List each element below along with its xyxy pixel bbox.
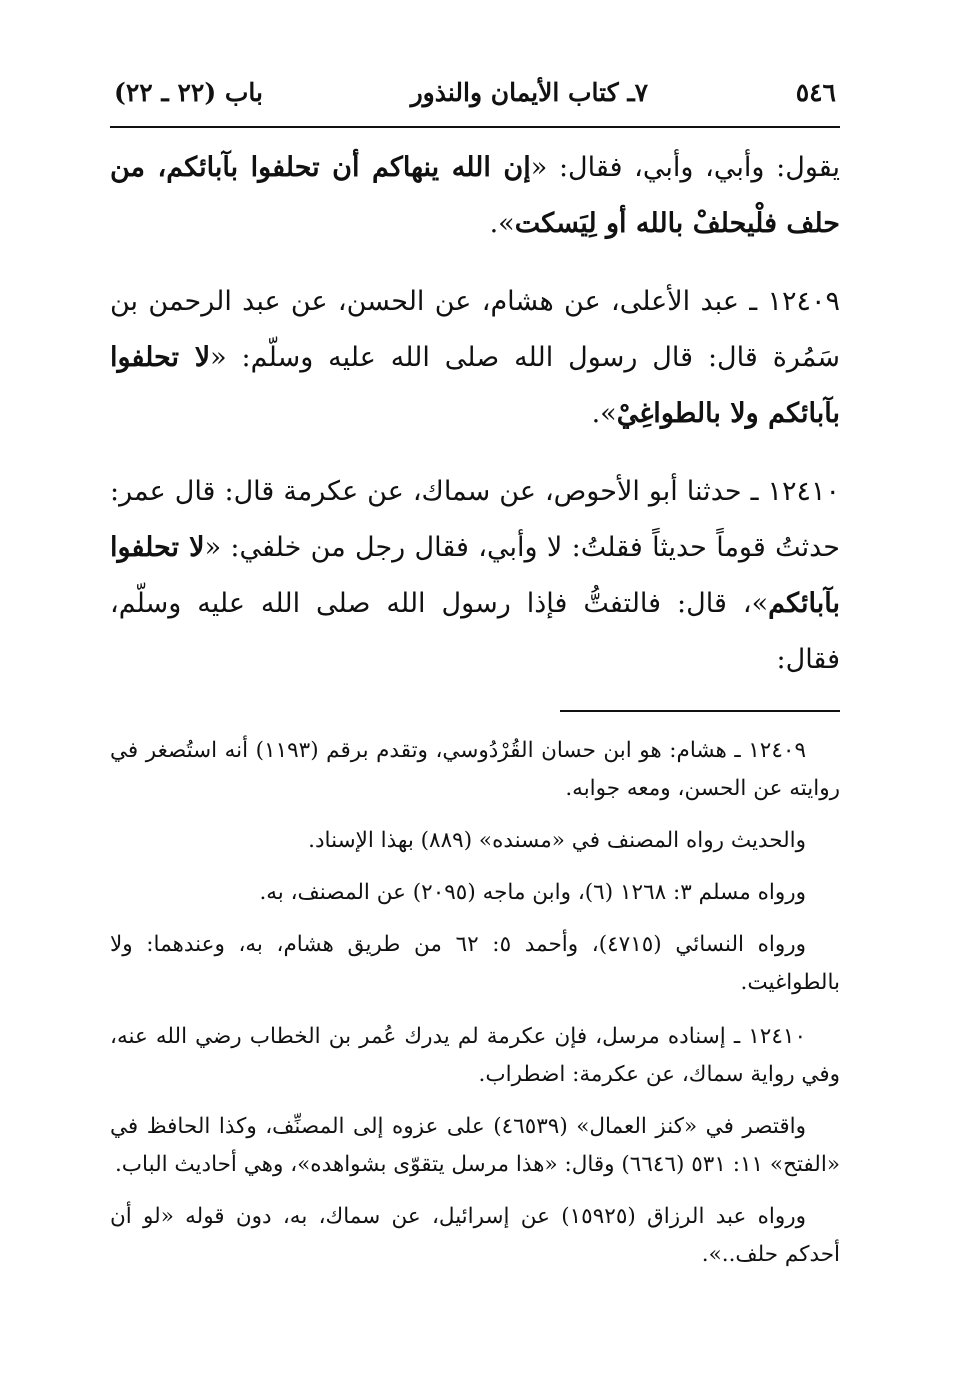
main-text: [110, 140, 840, 688]
book-page: [110, 78, 840, 1274]
footnote-separator: [560, 710, 840, 712]
chapter-title: ٧ـ كتاب الأيمان والنذور: [410, 78, 649, 107]
prophetic-saying: لا تحلفوا بآبائكم ولا بالطواغِيْ: [110, 342, 840, 429]
page-number: ٥٤٦: [795, 78, 836, 107]
hadith-paragraph-12409: [110, 274, 840, 442]
hadith-paragraph-12410: [110, 464, 840, 688]
hadith-number: ١٢٤١٠: [767, 476, 840, 507]
footnote-12409: ١٢٤٠٩ ـ هشام: هو ابن حسان القُرْدُوسي، وتقدم برقم (١١٩٣) أنه استُصغر في روايته عن الحسن، ومعه جوابه.: [110, 738, 840, 801]
footnote-12410: ١٢٤١٠ ـ إسناده مرسل، فإن عكرمة لم يدرك عُمر بن الخطاب رضي الله عنه، وفي رواية سماك، عن عكرمة: اضطراب.: [110, 1024, 840, 1087]
text-run: يقول: وأبي، وأبي، فقال: «: [530, 152, 840, 183]
text-run: ».: [489, 208, 515, 239]
prophetic-saying: لا تحلفوا بآبائكم: [110, 532, 840, 619]
text-run: ـ حدثنا أبو الأحوص، عن سماك، عن عكرمة قال: قال عمر: حدثتُ قوماً حديثاً فقلتُ: لا وأبي، فقال رجل من خلفي: «: [110, 476, 840, 563]
text-run: »، قال: فالتفتُّ فإذا رسول الله صلى الله عليه وسلّم، فقال:: [110, 588, 840, 675]
section-label: باب (٢٢ ـ ٢٢): [114, 78, 263, 107]
text-run: ـ عبد الأعلى، عن هشام، عن الحسن، عن عبد الرحمن بن سَمُرة قال: قال رسول الله صلى الله عليه وسلّم: «: [110, 286, 840, 373]
footnote-text: والحديث رواه المصنف في «مسنده» (٨٨٩) بهذا الإسناد.: [308, 828, 806, 853]
footnote-text: ورواه النسائي (٤٧١٥)، وأحمد ٥: ٦٢ من طريق هشام، به، وعندهما: ولا بالطواغيت.: [110, 932, 840, 995]
hadith-number: ١٢٤٠٩: [767, 286, 840, 317]
footnote-text: واقتصر في «كنز العمال» (٤٦٥٣٩) على عزوه إلى المصنِّف، وكذا الحافظ في «الفتح» ١١: ٥٣١ (٦٦٤٦) وقال: «هذا مرسل يتقوّى بشواهده»، وهي أحاديث الباب.: [110, 1114, 840, 1177]
text-run: ».: [591, 398, 617, 429]
hadith-paragraph-continuation: [110, 140, 840, 252]
footnote-text: ورواه مسلم ٣: ١٢٦٨ (٦)، وابن ماجه (٢٠٩٥) عن المصنف، به.: [259, 880, 806, 905]
footnotes: [110, 732, 840, 1274]
prophetic-saying: إن الله ينهاكم أن تحلفوا بآبائكم، من حلف فلْيحلفْ بالله أو لِيَسكت: [110, 152, 840, 239]
running-header: [110, 78, 840, 128]
footnote-text: ورواه عبد الرزاق (١٥٩٢٥) عن إسرائيل، عن سماك، به، دون قوله «لو أن أحدكم حلف..».: [110, 1204, 840, 1267]
